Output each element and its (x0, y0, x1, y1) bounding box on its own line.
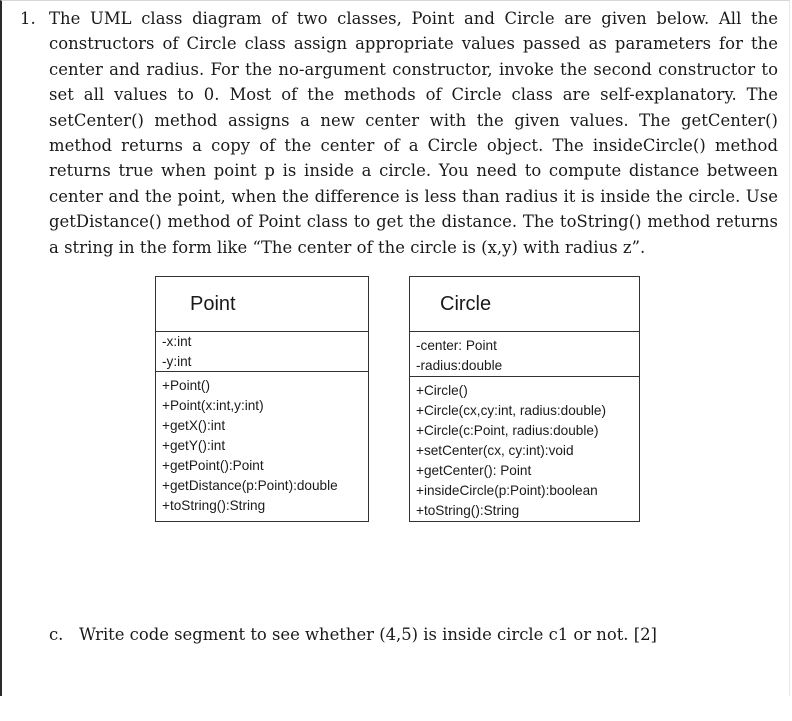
uml-class-circle (409, 276, 640, 522)
uml-method: +getPoint():Point (162, 458, 264, 473)
uml-attributes (156, 332, 368, 372)
question-number: 1. (20, 9, 36, 28)
sub-question-label: c. (49, 625, 64, 644)
uml-methods (156, 372, 368, 516)
uml-attribute: -center: Point (416, 338, 497, 353)
uml-method: +toString():String (162, 498, 266, 513)
uml-attribute: -y:int (162, 354, 192, 369)
uml-attributes (410, 332, 639, 377)
sub-question-c (49, 622, 657, 647)
question-text: The UML class diagram of two classes, Point and Circle are given below. All the constructors of Circle class assign appropriate values passed as parameters for the center and radius. For the no-argument constructor, invoke the second constructor to set all values to 0. Most of the methods of Circle class are self-explanatory. The setCenter() method assigns a new center with the given values. The getCenter() method returns a copy of the center of a Circle object. The insideCircle() method returns true when point p is inside a circle. You need to compute distance between center and the point, when the difference is less than radius it is inside the circle. Use getDistance() method of Point class to get the distance. The toString() method returns a string in the form like “The center of the circle is (x,y) with radius z”. (49, 9, 778, 257)
uml-methods (410, 377, 639, 521)
uml-class-name: Point (156, 277, 368, 332)
uml-method: +Circle() (416, 383, 468, 398)
sub-question-text: Write code segment to see whether (4,5) is inside circle c1 or not. [2] (79, 625, 657, 644)
uml-method: +insideCircle(p:Point):boolean (416, 483, 598, 498)
uml-method: +Circle(cx,cy:int, radius:double) (416, 403, 607, 418)
uml-method: +setCenter(cx, cy:int):void (416, 443, 574, 458)
question-block (20, 6, 778, 260)
uml-method: +getX():int (162, 418, 226, 433)
uml-method: +Circle(c:Point, radius:double) (416, 423, 599, 438)
uml-attribute: -x:int (162, 334, 192, 349)
uml-class-point (155, 276, 369, 522)
uml-method: +Point(x:int,y:int) (162, 398, 264, 413)
uml-class-name: Circle (410, 277, 639, 332)
uml-method: +getDistance(p:Point):double (162, 478, 338, 493)
uml-method: +getCenter(): Point (416, 463, 532, 478)
uml-method: +toString():String (416, 503, 520, 518)
uml-attribute: -radius:double (416, 358, 503, 373)
uml-method: +getY():int (162, 438, 226, 453)
uml-method: +Point() (162, 378, 210, 393)
